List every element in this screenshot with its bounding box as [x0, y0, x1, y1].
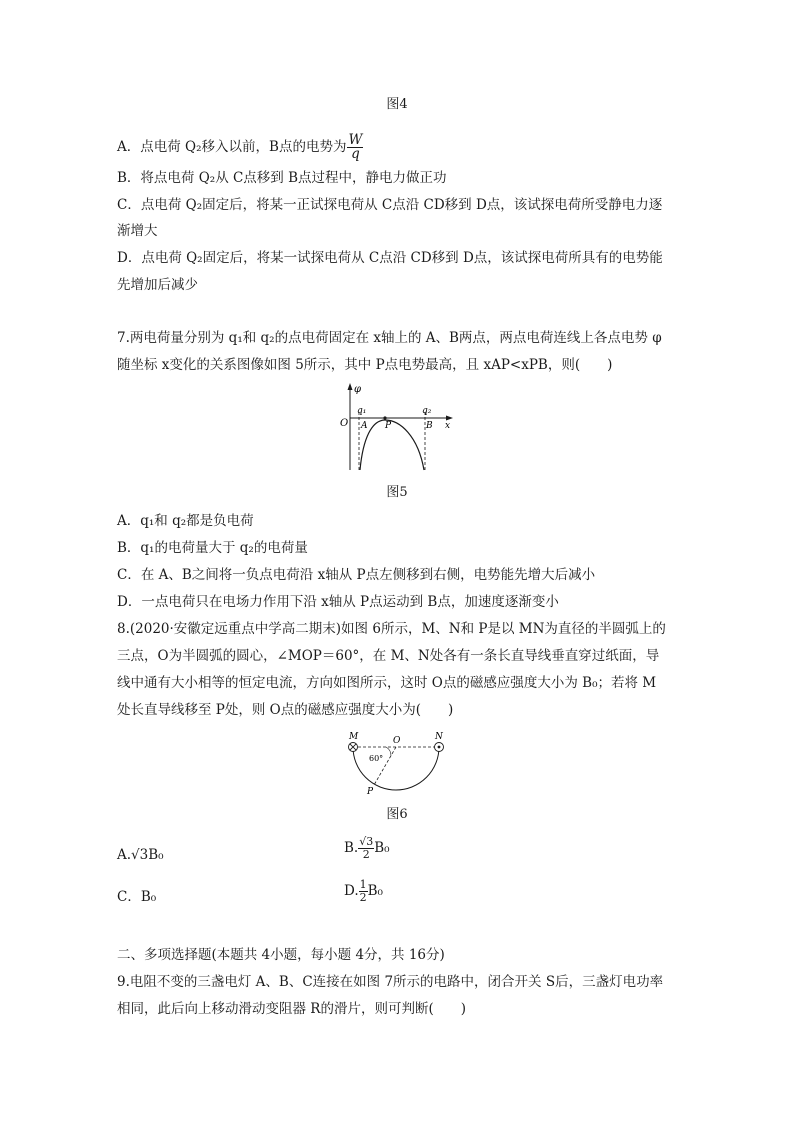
figure-5-potential-graph — [330, 378, 460, 476]
q6-option-a-text: A．点电荷 Q₂移入以前，B点的电势为 — [117, 139, 347, 155]
q7-option-a: A．q₁和 q₂都是负电荷 — [117, 513, 254, 529]
label-n: N — [435, 732, 443, 742]
q6-option-c-line1: C．点电荷 Q₂固定后，将某一正试探电荷从 C点沿 CD移到 D点，该试探电荷所受静电力逐 — [117, 197, 663, 213]
q7-option-b: B．q₁的电荷量大于 q₂的电荷量 — [117, 540, 308, 556]
q8-option-b: B. $\frac{√3}{2}$ B₀ — [344, 835, 390, 861]
q9-stem-line2: 相同，此后向上移动滑动变阻器 R的滑片，则可判断( ) — [117, 1001, 466, 1017]
label-q2: q₂ — [422, 406, 432, 416]
fraction-sqrt3-over-2: $\frac{√3}{2}$ — [359, 835, 374, 861]
label-p: P — [385, 421, 392, 431]
q7-stem-line2: 随坐标 x变化的关系图像如图 5所示，其中 P点电势最高，且 xAP<xPB，则( ) — [117, 357, 613, 373]
label-o: O — [393, 736, 401, 746]
q6-option-c-line2: 渐增大 — [117, 223, 158, 239]
q8-stem-line3: 线中通有大小相等的恒定电流，方向如图所示，这时 O点的磁感应强度大小为 B₀；若将 M — [117, 675, 657, 691]
angle-arc — [386, 747, 391, 756]
fraction-w-over-q: $\frac{W}{q}$ — [348, 132, 363, 162]
figure-6-caption: 图6 — [386, 807, 408, 822]
q8-stem-line4: 处长直导线移至 P处，则 O点的磁感应强度大小为( ) — [117, 702, 454, 718]
q7-option-d: D．一点电荷只在电场力作用下沿 x轴从 P点运动到 B点，加速度逐渐变小 — [117, 594, 559, 610]
label-p: P — [367, 787, 374, 796]
label-phi: φ — [354, 384, 362, 395]
label-q1: q₁ — [357, 406, 367, 416]
label-b: B — [426, 421, 433, 431]
q6-option-b: B．将点电荷 Q₂从 C点移到 B点过程中，静电力做正功 — [117, 170, 447, 186]
q8-stem-line1: 8.(2020·安徽定远重点中学高二期末)如图 6所示，M、N和 P是以 MN为直径的半圆弧上的 — [117, 621, 666, 637]
q8-option-a: A.√3B₀ — [117, 847, 164, 863]
radius-op — [375, 747, 397, 784]
figure-5-caption: 图5 — [386, 485, 408, 500]
point-p-marker — [383, 416, 386, 419]
section-2-heading: 二、多项选择题(本题共 4小题，每小题 4分，共 16分) — [117, 947, 445, 963]
q7-option-c: C．在 A、B之间将一负点电荷沿 x轴从 P点左侧移到右侧，电势能先增大后减小 — [117, 567, 596, 583]
semicircle-arc — [353, 747, 439, 790]
q7-stem-line1: 7.两电荷量分别为 q₁和 q₂的点电荷固定在 x轴上的 A、B两点，两点电荷连线上各点电势 φ — [117, 330, 662, 346]
q6-option-d-line2: 先增加后减少 — [117, 277, 198, 293]
q6-option-d-line1: D．点电荷 Q₂固定后，将某一试探电荷从 C点沿 CD移到 D点，该试探电荷所具有的电势能 — [117, 250, 663, 266]
label-m: M — [349, 732, 359, 742]
q8-option-d: D. $\frac{1}{2}$ B₀ — [344, 878, 383, 904]
label-angle: 60° — [369, 754, 384, 763]
q6-option-a — [117, 134, 364, 161]
potential-curve — [360, 420, 424, 470]
phi-axis-arrow-icon — [348, 383, 353, 390]
figure-4-caption: 图4 — [386, 97, 408, 112]
q9-stem-line1: 9.电阻不变的三盏电灯 A、B、C连接在如图 7所示的电路中，闭合开关 S后，三盏灯电功率 — [117, 974, 664, 990]
q8-option-c: C．B₀ — [117, 889, 157, 905]
fraction-1-over-2: $\frac{1}{2}$ — [359, 878, 367, 904]
label-o: O — [340, 418, 349, 429]
x-axis-arrow-icon — [446, 416, 453, 421]
figure-6-semicircle-diagram — [335, 728, 457, 796]
label-x: x — [445, 421, 451, 431]
label-a: A — [361, 421, 368, 431]
q8-stem-line2: 三点，O为半圆弧的圆心，∠MOP＝60°，在 M、N处各有一条长直导线垂直穿过纸面，导 — [117, 648, 660, 664]
into-page-current-icon — [349, 743, 358, 752]
out-of-page-current-icon — [435, 743, 444, 752]
